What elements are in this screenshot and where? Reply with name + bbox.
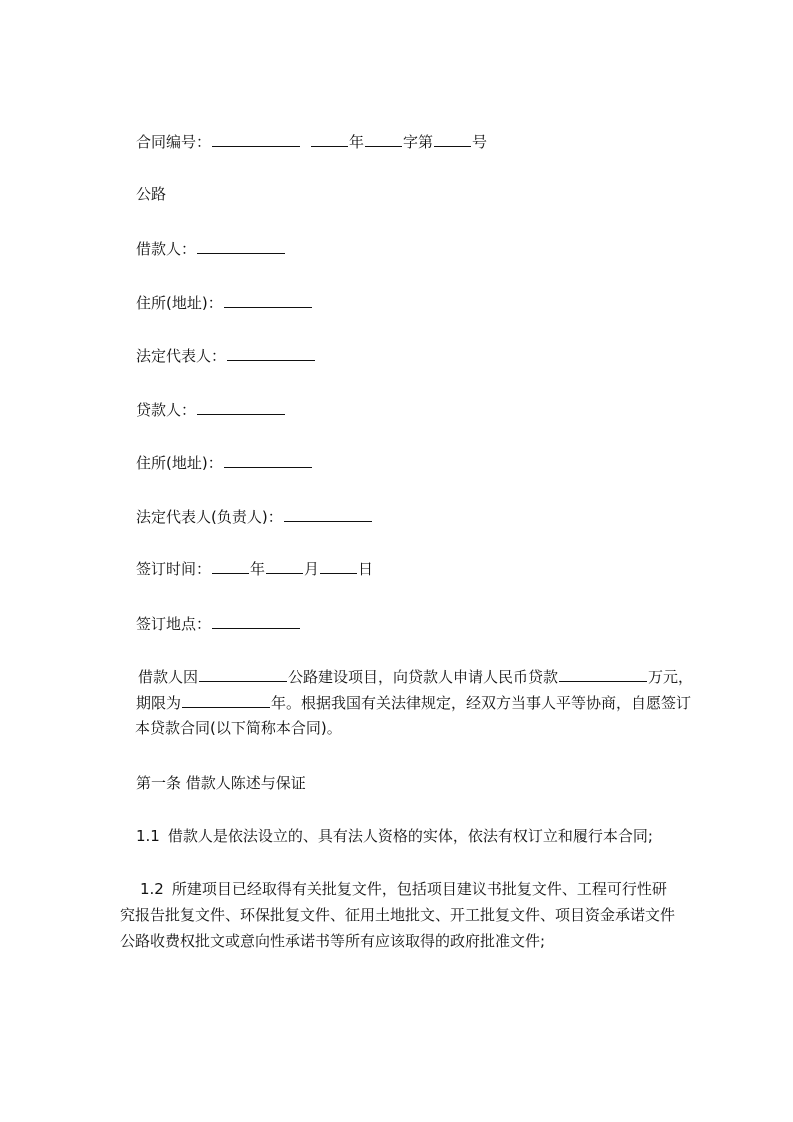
article-1-heading: 第一条 借款人陈述与保证 xyxy=(136,774,306,792)
sign-date-label: 签订时间： xyxy=(136,560,212,578)
lender-address-line xyxy=(136,452,313,473)
lender-address-blank xyxy=(224,452,312,468)
lender-rep-blank xyxy=(284,506,372,522)
lender-label: 贷款人： xyxy=(136,401,197,419)
clause-1-2-line-1 xyxy=(140,879,667,899)
sign-date-line xyxy=(136,558,373,579)
contract-zidi-char: 字第 xyxy=(403,133,434,151)
borrower-blank xyxy=(197,238,285,254)
clause-1-2-line-2: 究报告批复文件、环保批复文件、征用土地批文、开工批复文件、项目资金承诺文件 xyxy=(120,906,676,924)
sign-place-blank xyxy=(212,613,300,629)
lender-blank xyxy=(197,399,285,415)
contract-number-line xyxy=(136,131,487,152)
intro-l1-a: 借款人因 xyxy=(138,668,199,686)
clause-1-2-number: 1.2 xyxy=(140,880,164,898)
intro-project-blank xyxy=(199,666,287,682)
borrower-address-line xyxy=(136,292,313,313)
contract-year-blank xyxy=(311,131,348,147)
lender-address-label: 住所(地址)： xyxy=(136,454,223,472)
clause-1-1 xyxy=(136,826,653,846)
intro-l1-c: 万元， xyxy=(648,668,694,686)
intro-line-3: 本贷款合同(以下简称本合同)。 xyxy=(135,719,342,737)
contract-number-label: 合同编号： xyxy=(136,133,212,151)
contract-hao-blank xyxy=(434,131,471,147)
clause-1-2-line-3: 公路收费权批文或意向性承诺书等所有应该取得的政府批准文件; xyxy=(120,932,546,950)
sign-year-blank xyxy=(212,558,249,574)
document-title: 公路 xyxy=(136,185,167,203)
intro-l2-a: 期限为 xyxy=(136,694,182,712)
intro-line-2 xyxy=(136,692,691,713)
clause-1-2-text-1: 所建项目已经取得有关批复文件，包括项目建议书批复文件、工程可行性研 xyxy=(171,880,667,898)
contract-number-blank xyxy=(212,131,300,147)
sign-year-char: 年 xyxy=(250,560,266,578)
contract-zi-blank xyxy=(365,131,402,147)
sign-place-label: 签订地点： xyxy=(136,615,212,633)
borrower-address-label: 住所(地址)： xyxy=(136,294,223,312)
intro-l2-b: 年。根据我国有关法律规定，经双方当事人平等协商，自愿签订 xyxy=(271,694,692,712)
sign-place-line xyxy=(136,613,301,634)
borrower-label: 借款人： xyxy=(136,240,197,258)
sign-month-blank xyxy=(266,558,303,574)
intro-term-blank xyxy=(182,692,270,708)
borrower-address-blank xyxy=(224,292,312,308)
lender-line xyxy=(136,399,286,420)
borrower-line xyxy=(136,238,286,259)
sign-day-char: 日 xyxy=(358,560,374,578)
intro-amount-blank xyxy=(559,666,647,682)
intro-line-1 xyxy=(138,666,693,687)
contract-hao-char: 号 xyxy=(472,133,488,151)
lender-rep-line xyxy=(136,506,373,527)
intro-l1-b: 公路建设项目，向贷款人申请人民币贷款 xyxy=(288,668,559,686)
clause-1-1-text: 借款人是依法设立的、具有法人资格的实体，依法有权订立和履行本合同; xyxy=(167,827,653,845)
contract-year-char: 年 xyxy=(349,133,365,151)
sign-day-blank xyxy=(320,558,357,574)
borrower-rep-label: 法定代表人： xyxy=(136,347,227,365)
borrower-rep-line xyxy=(136,345,316,366)
borrower-rep-blank xyxy=(227,345,315,361)
clause-1-1-number: 1.1 xyxy=(136,827,160,845)
sign-month-char: 月 xyxy=(304,560,320,578)
lender-rep-label: 法定代表人(负责人)： xyxy=(136,508,283,526)
